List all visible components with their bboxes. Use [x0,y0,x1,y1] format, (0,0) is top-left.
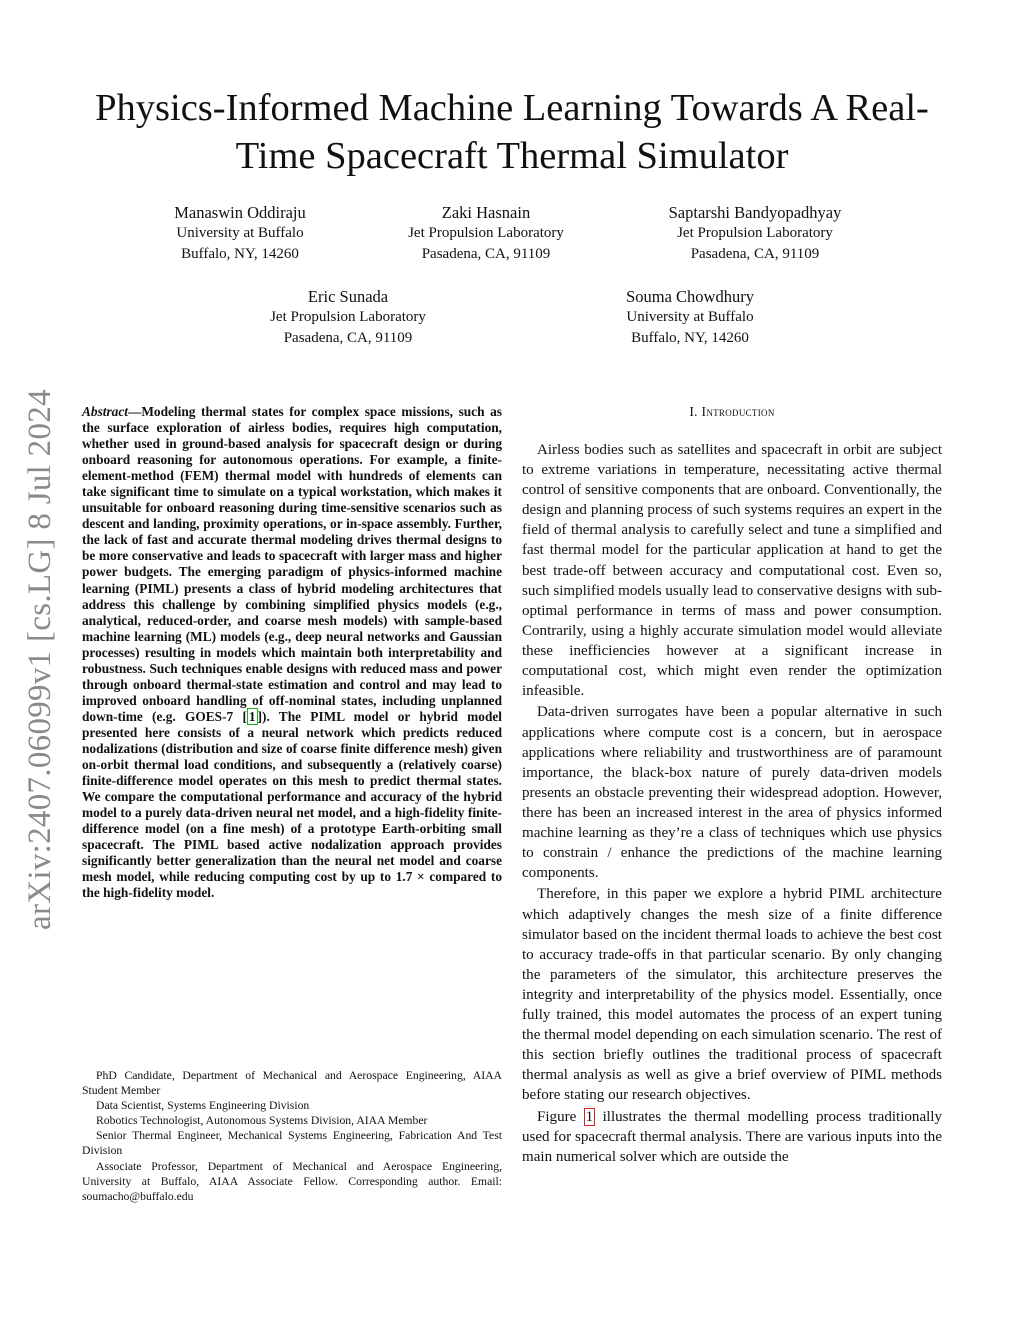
author-affiliation: University at Buffalo [626,309,754,325]
section-title: Introduction [701,404,775,419]
author-block [580,286,800,349]
footnotes [82,1068,502,1204]
paper-title: Physics-Informed Machine Learning Towards A Real-Time Spacecraft Thermal Simulator [95,87,929,177]
author-address: Pasadena, CA, 91109 [421,246,551,262]
footnote: Associate Professor, Department of Mechanical and Aerospace Engineering, University at Buffalo, AIAA Associate Fellow. Corresponding author. Email: soumacho@buffalo.edu [82,1159,502,1203]
author-block [140,202,340,265]
figure-link[interactable]: 1 [585,1108,594,1125]
author-affiliation: Jet Propulsion Laboratory [677,225,833,241]
author-affiliation: Jet Propulsion Laboratory [270,309,426,325]
footnote: Robotics Technologist, Autonomous Systems Division, AIAA Member [96,1114,428,1128]
author-block [376,202,596,265]
author-address: Buffalo, NY, 14260 [181,246,299,262]
paragraph: Therefore, in this paper we explore a hybrid PIML architecture which adaptively changes the mesh size of a finite difference simulator based on the incident thermal loads to achieve the best cost to accuracy trade-offs in that particular scenario. By only changing the parameters of the simulator, this architecture preserves the integrity and interpretability of the physics model. Essentially, once fully trained, this model automates the process of an expert tuning the thermal model depending on each simulation scenario. The rest of this section briefly outlines the traditional process of spacecraft thermal analysis as well as give a brief overview of PIML methods before stating our research objectives. [522,886,942,1104]
paragraph [522,1107,942,1167]
author-affiliation: University at Buffalo [176,225,304,241]
arxiv-identifier: arXiv:2407.06099v1 [cs.LG] 8 Jul 2024 [22,389,58,930]
paragraph-text: illustrates the thermal modelling process traditionally used for spacecraft thermal analysis. There are various inputs into the main numerical solver which are outside the [522,1108,943,1165]
author-block [238,286,458,349]
author-name: Eric Sunada [307,287,389,306]
author-address: Buffalo, NY, 14260 [631,330,749,346]
footnote: Data Scientist, Systems Engineering Division [96,1099,310,1113]
paragraph: Data-driven surrogates have been a popular alternative in such applications where compute cost is a concern, but in aerospace applications where reliability and trustworthiness are of paramount importance, the black-box nature of purely data-driven models presents an obstacle preventing their widespread adoption. However, there has been an increased interest in the area of physics informed machine learning as they’re a class of techniques which use physics to constrain / enhance the predictions of the machine learning components. [522,704,942,882]
abstract-text: ]). The PIML model or hybrid model presented here consists of a neural network which predicts reduced nodalizations (distribution and size of coarse finite difference mesh) given on-orbit thermal load conditions, and subsequently a (relatively coarse) finite-difference model operates on this mesh to predict thermal states. We compare the computational performance and accuracy of the hybrid model to a purely data-driven neural net model, and a high-fidelity finite-difference model (on a fine mesh) of a prototype Earth-orbiting small spacecraft. The PIML based active nodalization approach provides significantly better generalization than the neural net model and coarse mesh model, while reducing computing cost by up to 1.7 × compared to the high-fidelity model. [82,708,502,901]
citation-link[interactable]: 1 [248,708,256,724]
paragraph-text: Figure [537,1108,584,1125]
abstract-lead: Abstract [82,404,128,419]
abstract [82,404,502,901]
footnote: Senior Thermal Engineer, Mechanical Systems Engineering, Fabrication And Test Division [82,1129,502,1158]
author-name: Zaki Hasnain [441,203,531,222]
author-name: Saptarshi Bandyopadhyay [668,203,842,222]
author-name: Souma Chowdhury [626,287,754,306]
body-text [522,440,942,1168]
author-address: Pasadena, CA, 91109 [690,246,820,262]
abstract-text: —Modeling thermal states for complex space missions, such as the surface exploration of airless bodies, requires high computation, whether used in ground-based analysis for spacecraft design or during onboard reasoning for autonomous operations. For example, a finite-element-method (FEM) thermal model with hundreds of elements can take significant time to simulate on a typical workstation, which makes it unsuitable for onboard reasoning during time-sensitive scenarios such as descent and landing, proximity operations, or in-space assembly. Further, the lack of fast and accurate thermal modeling drives thermal designs to be more conservative and leads to spacecraft with larger mass and higher power budgets. The emerging paradigm of physics-informed machine learning (PIML) presents a class of hybrid modeling architectures that address this challenge by combining simplified physics models (e.g., analytical, reduced-order, and coarse mesh models) with sample-based machine learning (ML) models (e.g., deep neural networks and Gaussian processes) resulting in models which maintain both interpretability and robustness. Such techniques enable designs with reduced mass and power through onboard thermal-state estimation and control and may lead to improved onboard handling of off-nominal states, including unplanned down-time (e.g. GOES-7 [ [82,404,502,724]
author-name: Manaswin Oddiraju [174,203,306,222]
section-heading [522,404,942,420]
author-block [640,202,870,265]
footnote: PhD Candidate, Department of Mechanical and Aerospace Engineering, AIAA Student Member [82,1069,502,1098]
author-affiliation: Jet Propulsion Laboratory [408,225,564,241]
author-address: Pasadena, CA, 91109 [283,330,413,346]
section-number: I. [689,404,698,419]
paragraph: Airless bodies such as satellites and spacecraft in orbit are subject to extreme variations in temperature, necessitating active thermal control of sensitive components that are onboard. Conventionally, the design and planning process of such systems requires an expert in the field of thermal analysis to carefully select and tune a simplified and fast thermal model for the particular application at hand to get the best trade-off between accuracy and computational cost. Even so, such simplified models usually lead to conservative designs with sub-optimal performance in terms of mass and power consumption. Contrarily, using a highly accurate simulation model would alleviate these inefficiencies however at a significant increase in computational cost, which might even render the optimization infeasible. [522,442,942,700]
